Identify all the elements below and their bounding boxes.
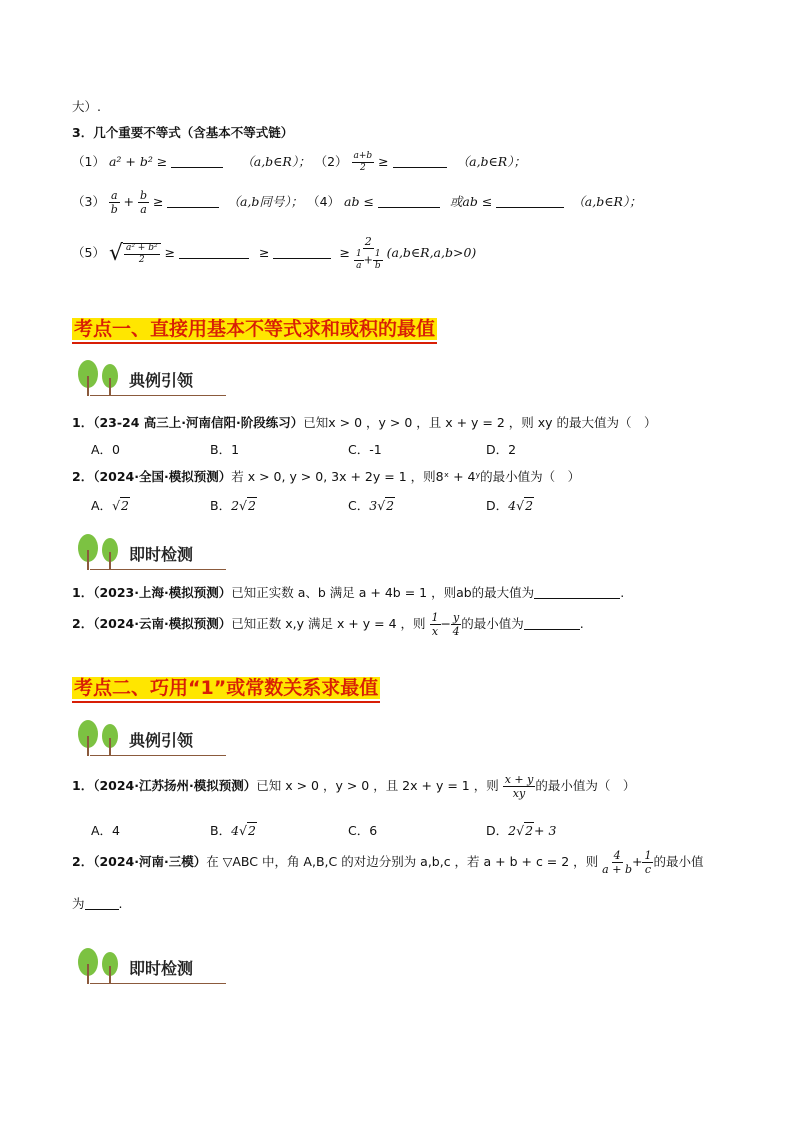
q-source: （2023·上海·模拟预测） <box>93 585 232 600</box>
s2-q1-option-a[interactable]: A．4 <box>91 823 121 838</box>
q-source: （2024·全国·模拟预测） <box>93 469 232 484</box>
banner-line <box>90 569 226 571</box>
item-2-frac-den: 2 <box>359 163 366 173</box>
item-5-rad-den: 2 <box>138 254 145 265</box>
item-1-num: （1） <box>72 154 105 169</box>
item-2-cond: （a,b∈R）； <box>456 154 526 169</box>
item-1-cond: （a,b∈R）； <box>241 154 311 169</box>
opt-coef: 2 <box>508 823 517 838</box>
tree-icon <box>74 718 124 758</box>
frac-den: a + b <box>602 863 632 876</box>
tree-icon <box>74 358 124 398</box>
q-text: 已知正实数 a、b 满足 a + 4b = 1 ，则ab的最大值为 <box>231 585 535 600</box>
q-end: . <box>118 896 123 911</box>
item-4-blank-2[interactable] <box>496 194 564 208</box>
opt-coef: 3 <box>369 498 378 513</box>
s1-example-q1 <box>72 413 657 431</box>
item-5-ge-3: ≥ <box>339 245 350 260</box>
item-3-blank[interactable] <box>167 194 219 208</box>
frac-num: 1 <box>431 611 439 624</box>
frac-den: 4 <box>452 625 460 638</box>
item-5-harm-plus: + <box>363 253 373 267</box>
banner-check-2-label: 即时检测 <box>129 959 194 978</box>
s1-q2-option-c[interactable] <box>348 496 395 514</box>
inequality-row-3-4 <box>72 190 642 215</box>
item-2-ge: ≥ <box>378 154 389 169</box>
item-4-blank-1[interactable] <box>378 194 440 208</box>
item-3-plus: + <box>123 194 134 209</box>
q-label: 1． <box>72 778 94 793</box>
s1-q1-option-c[interactable]: C．-1 <box>348 442 382 457</box>
sqrt-symbol: √ <box>239 823 247 838</box>
q-text-pre: 已知 x > 0 ，y > 0 ，且 2x + y = 1 ，则 <box>256 778 499 793</box>
banner-line <box>90 983 226 985</box>
section-1-title-text: 考点一、直接用基本不等式求和或积的最值 <box>74 318 436 340</box>
opt-letter: A． <box>91 498 113 513</box>
opt-radicand: 2 <box>121 498 129 513</box>
item-3-frac-b-a <box>138 190 149 215</box>
item-5-blank-1[interactable] <box>179 245 249 259</box>
s1-q2-option-a[interactable] <box>91 496 130 514</box>
inv-a-num: 1 <box>355 249 362 259</box>
inv-b-num: 1 <box>374 249 381 259</box>
opt-letter: D． <box>486 498 509 513</box>
sqrt-symbol: √ <box>516 498 525 513</box>
prev-line-end: 大）. <box>72 99 101 114</box>
opt-coef: 4 <box>508 498 517 513</box>
item-4-cond: （a,b∈R）； <box>572 194 642 209</box>
item-1-blank[interactable] <box>171 154 223 168</box>
opt-coef: 4 <box>231 823 240 838</box>
inequality-row-1-2 <box>72 152 526 173</box>
item-5-ge-2: ≥ <box>259 245 270 260</box>
item-5-harm-den <box>354 249 383 271</box>
frac-xy <box>503 774 536 799</box>
banner-example-2 <box>74 718 226 758</box>
item-5-rad-frac <box>124 244 160 265</box>
frac-1-over-c <box>642 850 653 875</box>
banner-check-2 <box>74 946 226 986</box>
q-end: . <box>579 616 584 631</box>
frac-num: x + y <box>504 773 534 786</box>
answer-blank[interactable] <box>534 585 620 599</box>
q-label: 1． <box>72 415 94 430</box>
item-4-num: （4） <box>307 194 341 209</box>
section-2-title-text: 考点二、巧用“1”或常数关系求最值 <box>74 677 379 699</box>
q-source: （23-24 高三上·河南信阳·阶段练习） <box>93 415 304 430</box>
item-3-cond: （a,b同号）； <box>227 194 304 209</box>
q-line2-text: 为 <box>72 896 85 911</box>
frac-y-over-4 <box>451 612 461 637</box>
q-text-post: 的最小值为（ ） <box>535 778 636 793</box>
answer-blank[interactable] <box>524 616 580 630</box>
opt-tail: + 3 <box>534 823 557 838</box>
s1-example-q2 <box>72 467 580 485</box>
q-text-post: 的最小值为 <box>461 616 524 631</box>
plus-sign: + <box>631 854 643 869</box>
s2-q1-option-c[interactable]: C．6 <box>348 823 378 838</box>
sqrt-symbol: √ <box>377 498 386 513</box>
section-1-underline <box>72 342 437 344</box>
q-text-pre: 已知正数 x,y 满足 x + y = 4 ，则 <box>231 616 426 631</box>
item-3-frac1-num: a <box>110 189 118 202</box>
q-text-post: 的最小值 <box>653 854 704 869</box>
q-label: 2． <box>72 854 94 869</box>
item-5-inv-a <box>354 250 364 271</box>
banner-example-2-label: 典例引领 <box>129 731 194 750</box>
frac-den: c <box>644 863 652 876</box>
item-5-blank-2[interactable] <box>273 245 331 259</box>
s1-q1-option-d[interactable]: D．2 <box>486 442 517 457</box>
inv-a-den: a <box>356 261 362 271</box>
q-end: . <box>620 585 625 600</box>
s1-q1-option-a[interactable]: A．0 <box>91 442 121 457</box>
s2-q1-option-d[interactable] <box>486 821 556 839</box>
q-label: 1． <box>72 585 94 600</box>
banner-check-1-label: 即时检测 <box>129 545 194 564</box>
opt-letter: B． <box>210 498 232 513</box>
item-2-fraction <box>352 152 375 173</box>
s1-check-q1 <box>72 583 624 601</box>
frac-num: 4 <box>613 849 621 862</box>
banner-check-1 <box>74 532 226 572</box>
banner-example-1 <box>74 358 226 398</box>
tree-icon <box>74 946 124 986</box>
item-3-frac2-den: a <box>140 203 147 216</box>
q-source: （2024·河南·三模） <box>93 854 207 869</box>
banner-example-1-label: 典例引领 <box>129 371 194 390</box>
q-source: （2024·云南·模拟预测） <box>93 616 232 631</box>
q-text-pre: 在 ▽ABC 中，角 A,B,C 的对边分别为 a,b,c ，若 a + b + c = 2 ，则 <box>206 854 599 869</box>
item-5-cond: (a,b∈R,a,b>0) <box>386 245 477 260</box>
opt-letter: C． <box>348 498 370 513</box>
s2-q1-option-b[interactable] <box>210 821 257 839</box>
sqrt-symbol: √ <box>108 241 123 266</box>
opt-letter: D． <box>486 823 509 838</box>
q-text: 若 x > 0, y > 0, 3x + 2y = 1 ，则8ˣ + 4ʸ的最小值为（ ） <box>231 469 581 484</box>
banner-line <box>90 395 226 397</box>
s2-example-q2-line2 <box>72 894 123 912</box>
item-5-harm-num: 2 <box>364 235 372 248</box>
item-3-num: （3） <box>72 194 105 209</box>
item-5-ge-1: ≥ <box>164 245 176 260</box>
section-2-underline <box>72 701 380 703</box>
item-2-num: （2） <box>314 154 348 169</box>
frac-den: x <box>431 625 439 638</box>
s1-q2-option-b[interactable] <box>210 496 257 514</box>
sqrt-symbol: √ <box>239 498 247 513</box>
banner-line <box>90 755 226 757</box>
opt-letter: B． <box>210 823 232 838</box>
heading-important-inequalities: 3．几个重要不等式（含基本不等式链） <box>72 125 294 140</box>
tree-icon <box>74 532 124 572</box>
frac-num: y <box>452 611 460 624</box>
answer-blank[interactable] <box>85 896 119 910</box>
opt-radicand: 2 <box>525 498 534 513</box>
opt-radicand: 2 <box>248 823 256 838</box>
item-2-blank[interactable] <box>393 154 447 168</box>
item-1-expr: a² + b² ≥ <box>108 154 168 169</box>
frac-1-over-x <box>430 612 441 637</box>
opt-radicand: 2 <box>248 498 256 513</box>
q-source: （2024·江苏扬州·模拟预测） <box>93 778 257 793</box>
item-2-frac-num: a+b <box>353 151 373 161</box>
item-5-rad-num: a² + b² <box>125 242 158 253</box>
s2-example-q1 <box>72 774 635 799</box>
sqrt-symbol: √ <box>516 823 525 838</box>
item-5-inv-b <box>373 250 383 271</box>
item-3-ge: ≥ <box>152 194 164 209</box>
item-3-frac1-den: b <box>110 203 118 216</box>
item-3-frac-a-b <box>109 190 120 215</box>
section-1-title <box>72 314 437 341</box>
s1-q1-option-b[interactable]: B．1 <box>210 442 240 457</box>
inequality-row-5 <box>72 236 476 271</box>
opt-radicand: 2 <box>386 498 395 513</box>
item-4-expr: ab ≤ <box>344 194 374 209</box>
q-text: 已知x > 0 ，y > 0 ，且 x + y = 2 ，则 xy 的最大值为（ ） <box>303 415 657 430</box>
inv-b-den: b <box>374 261 381 271</box>
opt-coef: 2 <box>231 498 240 513</box>
item-3-frac2-num: b <box>139 189 147 202</box>
sqrt-symbol: √ <box>112 498 121 513</box>
s1-check-q2 <box>72 612 584 637</box>
minus-sign: − <box>440 616 451 631</box>
item-4-or: 或ab ≤ <box>449 194 493 209</box>
frac-4-over-ab <box>602 850 632 875</box>
s1-q2-option-d[interactable] <box>486 496 534 514</box>
item-5-num: （5） <box>72 245 105 260</box>
frac-num: 1 <box>644 849 652 862</box>
frac-den: xy <box>512 787 526 800</box>
s2-example-q2 <box>72 850 703 875</box>
q-label: 2． <box>72 469 94 484</box>
opt-radicand: 2 <box>525 823 534 838</box>
item-5-harmonic-frac <box>354 236 383 271</box>
section-2-title <box>72 673 380 700</box>
q-label: 2． <box>72 616 94 631</box>
item-5-radicand <box>123 243 161 265</box>
